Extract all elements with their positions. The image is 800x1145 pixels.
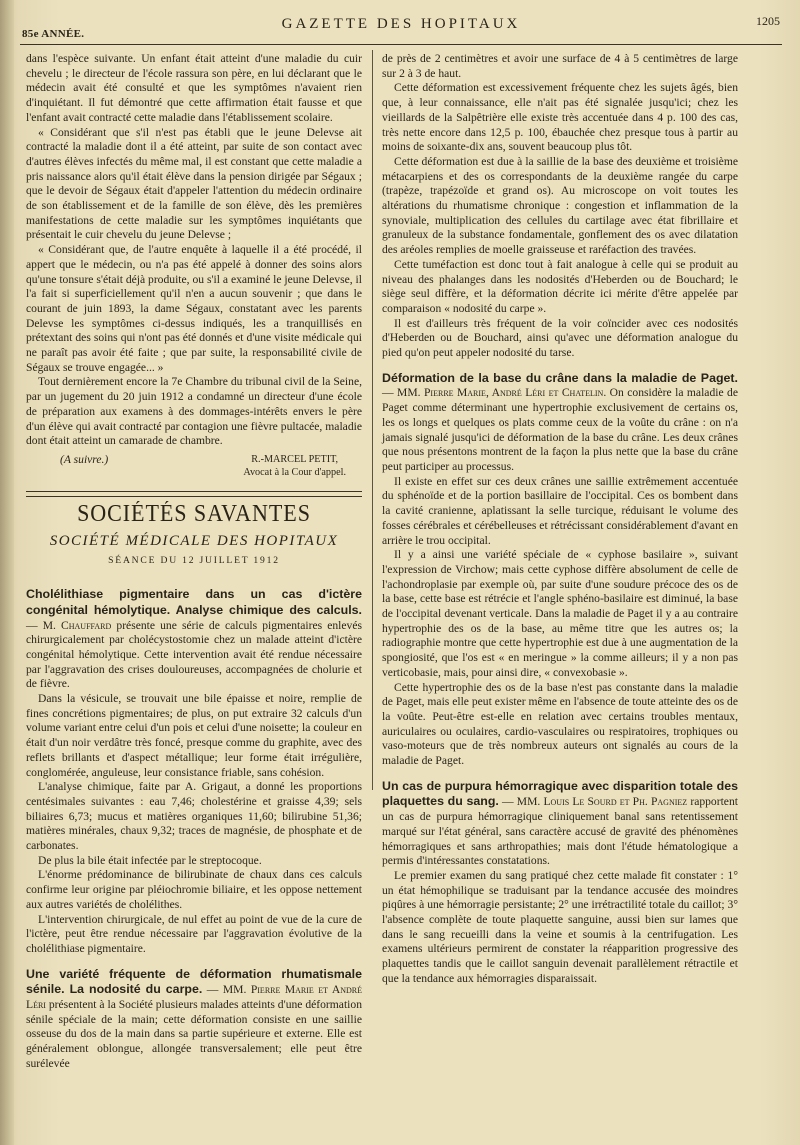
spacer xyxy=(382,361,738,371)
paragraph: L'énorme prédominance de bilirubinate de chaux dans ces calculs confirme leur origine par pléiochromie biliaire, et les oppose nettement aux autres variétés de cholélithes. xyxy=(26,868,362,911)
page-header xyxy=(20,6,782,40)
journal-title: GAZETTE DES HOPITAUX xyxy=(281,16,521,32)
author-signature xyxy=(243,453,362,479)
article-paget xyxy=(382,371,738,475)
paragraph: Il est d'ailleurs très fréquent de la voir coïncider avec ces nodosités d'Heberden ou de Bouchard, ainsi qu'avec une déformation analogue du pied qu'on peut appeler nodosité du tarse. xyxy=(382,316,738,360)
article-cholelithiase xyxy=(26,587,362,692)
paragraph: de près de 2 centimètres et avoir une surface de 4 à 5 centimètres de large sur 2 à 3 de haut. xyxy=(382,52,738,80)
paragraph: De plus la bile était infectée par le streptocoque. xyxy=(38,853,262,867)
header-rule xyxy=(20,44,782,45)
section-title: SOCIÉTÉS SAVANTES xyxy=(77,500,311,527)
paragraph: Dans la vésicule, se trouvait une bile épaisse et noire, remplie de fines concrétions pigmentaires; de plus, on put extraire 32 calculs d'un volume variant entre celui d'un pois et celui d'une noisette; la couleur en était d'un noir verdâtre très foncé, presque comme du graphite, avec des reflets brillants et d'aspect métallique; leur forme était irrégulière, conglomérée, anguleuse, leur consistance friable, sans cohésion. xyxy=(26,692,362,779)
right-column xyxy=(382,52,738,987)
paragraph: Cette déformation est excessivement fréquente chez les sujets âgés, bien que, à leur connaissance, elle n'ait pas été signalée jusqu'ici; chez les vieillards de la Salpêtrière elle existe très accentuée dans 4 p. 100 des cas, très nette encore dans 12,5 p. 100, ébauchée chez presque tous à partir au moins de soixante-dix ans, souvent beaucoup plus tôt. xyxy=(382,81,738,154)
signature-name: R.-MARCEL PETIT, xyxy=(251,453,339,465)
article-text: présentent à la Société plusieurs malades atteints d'une déformation sénile spéciale de la main; cette déformation consiste en une saillie osseuse du dos de la main dans sa partie supérieure et externe. Elle est généralement oblongue, allongée transversalement; elle peut être surélevée xyxy=(26,998,362,1070)
paragraph: « Considérant que, de l'autre enquête à laquelle il a été procédé, il appert que le médecin, ou n'a pas été appelé à donner des soins alors qu'une tonsure s'était déjà produite, ou s'il a examiné le jeune Delevse, il l'a fait si superficiellement qu'il n'en a aucun souvenir ; que dans le courant de juin 1893, la dame Ségaux, constatant avec les parents Delevse les symptômes ci-dessus indiqués, les a tranquillisés en prétextant des soins qui n'ont pas été donnés et d'une visite médicale qui ne paraît pas avoir été faite ; que par suite, la responsabilité civile de Ségaux se trouve engagée... » xyxy=(26,243,362,374)
article-title: Déformation de la base du crâne dans la maladie de Paget. xyxy=(382,370,738,385)
article-author: M. Chauffard xyxy=(42,618,112,632)
volume-year: 85e ANNÉE. xyxy=(22,28,85,40)
section-divider xyxy=(26,491,362,497)
article-nodosite xyxy=(26,967,362,1072)
dash: — xyxy=(206,983,219,997)
article-purpura xyxy=(382,779,738,869)
article-text: présente une série de calculs pigmentaires enlevés chirurgicalement par cholécystostomie chez un malade atteint d'ictère congénital hémolytique. Cette intervention avait été rendue nécessaire par l'aggravation des crises douloureuses, accompagnées de cholurie et de fièvre. xyxy=(26,618,363,691)
paragraph: Le premier examen du sang pratiqué chez cette malade fit constater : 1° un état hémophilique se traduisant par la tendance accusée des moindres piqûres à une hémorragie persistante; 2° une irrétractilité totale du caillot; 3° l'absence complète de toute plaquette sanguine, aussi bien sur lames que dans le sang recueilli dans la veine et soumis à la centrifugation. Les examens ultérieurs permirent de constater la réapparition progressive des plaquettes tandis que le caillot sanguin devenait parallèlement rétractile et que la tendance aux hémorragies disparaissait. xyxy=(382,868,738,985)
article-title: Cholélithiase pigmentaire dans un cas d'ictère congénital hémolytique. Analyse chimique des calculs. xyxy=(26,587,362,617)
paragraph: Cette déformation est due à la saillie de la base des deuxième et troisième métacarpiens et des os correspondants de la deuxième rangée du carpe (trapèze, trapézoïde et grand os). Au microscope on voit toutes les altérations du rhumatisme chronique : congestion et inflammation de la synoviale, multiplication des cellules du cartilage avec état fibrillaire et granuleux de la substance fondamentale, gonflement des os avec dilatation des aréoles remplies de moelle graisseuse et raréfaction des travées. xyxy=(382,154,738,257)
dash: — xyxy=(26,618,38,632)
paragraph: L'intervention chirurgicale, de nul effet au point de vue de la cure de l'ictère, peut être rendue nécessaire par l'aggravation évolutive de la cholélithiase pigmentaire. xyxy=(26,912,362,955)
signature-row xyxy=(26,453,362,479)
article-title: Une variété fréquente de déformation rhumatismale sénile. La nodosité du carpe. xyxy=(26,966,362,997)
paragraph: Il existe en effet sur ces deux crânes une saillie extrêmement accentuée du sphénoïde et de la portion basillaire de l'occipital. Ces os bombent dans la cavité cranienne, aplatissant la selle turcique, réduisant le volume des fosses cérébrales et cérébelleuses et rétrécissant considérablement d'avant en arrière le trou occipital. xyxy=(382,474,738,547)
left-column xyxy=(26,52,362,1072)
paragraph: « Considérant que s'il n'est pas établi que le jeune Delevse ait contracté la maladie dont il a été atteint, par suite de son contact avec d'autres élèves infectés du même mal, il est constant que cette maladie a pris naissance alors qu'il était élève dans la pension dirigée par Ségaux ; que le devoir de Ségaux était d'appeler l'attention du médecin ordinaire de son établissement et de la famille de son élève, dès les premières manifestations de cette maladie sur les symptômes inquiétants que présentait le cuir chevelu du jeune Delevse ; xyxy=(26,125,362,242)
dash: — xyxy=(502,795,514,809)
article-text: rapportent un cas de purpura hémorragique cliniquement banal sans retentissement marqué sur l'état général, sans caractère accusé de gravité des phénomènes hémorragiques et sans arthropathies; mais dont l'étude hématologique a permis d'intéressantes constatations. xyxy=(382,795,738,868)
session-date: SÉANCE DU 12 JUILLET 1912 xyxy=(108,555,280,567)
paragraph: Cette tuméfaction est donc tout à fait analogue à celle qui se produit au niveau des phalanges dans les nodosités d'Heberden ou de Bouchard; le siège seul diffère, et la déformation décrite ici mérite d'être appelée par comparaison « nodosité du carpe ». xyxy=(382,257,738,315)
paragraph: L'analyse chimique, faite par A. Grigaut, a donné les proportions centésimales suivantes : eau 7,46; cholestérine et graisse 4,39; sels biliaires 6,73; mucus et matières organiques 11,60; bilirubine 51,36; matières minérales, chaux 9,32; traces de magnésie, de phosphate et de carbonates. xyxy=(26,780,362,853)
spacer xyxy=(26,957,362,967)
society-title: SOCIÉTÉ MÉDICALE DES HOPITAUX xyxy=(49,532,339,549)
continued-note: (A suivre.) xyxy=(60,452,109,466)
paragraph: Cette hypertrophie des os de la base n'est pas constante dans la maladie de Paget, mais elle peut exister même en l'absence de toute atteinte des os de la voûte. Peut-être est-elle en relation avec certains troubles mentaux, auriculaires ou oculaires, cardio-vasculaires ou respiratoires, trophiques ou vaso-moteurs que de très nombreux auteurs ont signalés au cours de la maladie de Paget. xyxy=(382,680,738,768)
paragraph: Tout dernièrement encore la 7e Chambre du tribunal civil de la Seine, par un jugement du 20 juin 1912 a condamné un directeur d'une école de préparation aux examens à des dommages-intérêts envers le père d'un élève qui avait contracté par contagion une fièvre pultacée, maladie dont était atteint un camarade de chambre. xyxy=(26,375,362,448)
dash: — xyxy=(382,386,394,400)
page-number: 1205 xyxy=(756,14,780,28)
spacer xyxy=(382,769,738,779)
signature-title: Avocat à la Cour d'appel. xyxy=(243,466,346,478)
article-authors: MM. Pierre Marie et André Léri xyxy=(26,983,362,1012)
column-divider xyxy=(372,50,373,790)
page-gutter-shadow xyxy=(0,0,14,1145)
article-text: On considère la maladie de Paget comme déterminant une hypertrophie exclusivement de certains os, les os longs et quelques os plats comme ceux de la voûte du crâne : on n'a jamais signalé jusqu'ici de déformation de la base du crâne. Les deux crânes que nous présentons montrent de la façon la plus nette que la base du crâne peut participer au processus. xyxy=(382,386,738,473)
article-authors: MM. Pierre Marie, André Léri et Chatelin. xyxy=(397,386,607,400)
article-title: Un cas de purpura hémorragique avec disparition totale des plaquettes du sang. xyxy=(382,778,738,809)
paragraph: Il y a ainsi une variété spéciale de « cyphose basilaire », suivant l'expression de Virchow; mais cette cyphose diffère absolument de celle de l'achondroplasie par exemple où, par suite d'une soudure précoce des os de la base, cette base est rétrécie et l'angle sphéno-basilaire est diminué, la base de l'occipital devenant verticale. Dans la maladie de Paget il y a au contraire hypertrophie des os de la base, au même titre que les autres os; la radiographie montre que cette hypertrophie est due à une augmentation de la spongiosité, que l'os est « en meringue » la comme ailleurs; il y a non pas verticobasie, mais, pour ainsi dire, « convexobasie ». xyxy=(382,548,738,679)
article-authors: MM. Louis Le Sourd et Ph. Pagniez xyxy=(516,795,688,809)
paragraph: dans l'espèce suivante. Un enfant était atteint d'une maladie du cuir chevelu ; le directeur de l'école rassura son père, en lui déclarant que le médecin avait été consulté et que les symptômes n'avaient rien d'inquiétant. Il fut démontré que cette affirmation était fausse et que l'enfant avait contracté cette maladie dans l'établissement scolaire. xyxy=(26,52,362,124)
